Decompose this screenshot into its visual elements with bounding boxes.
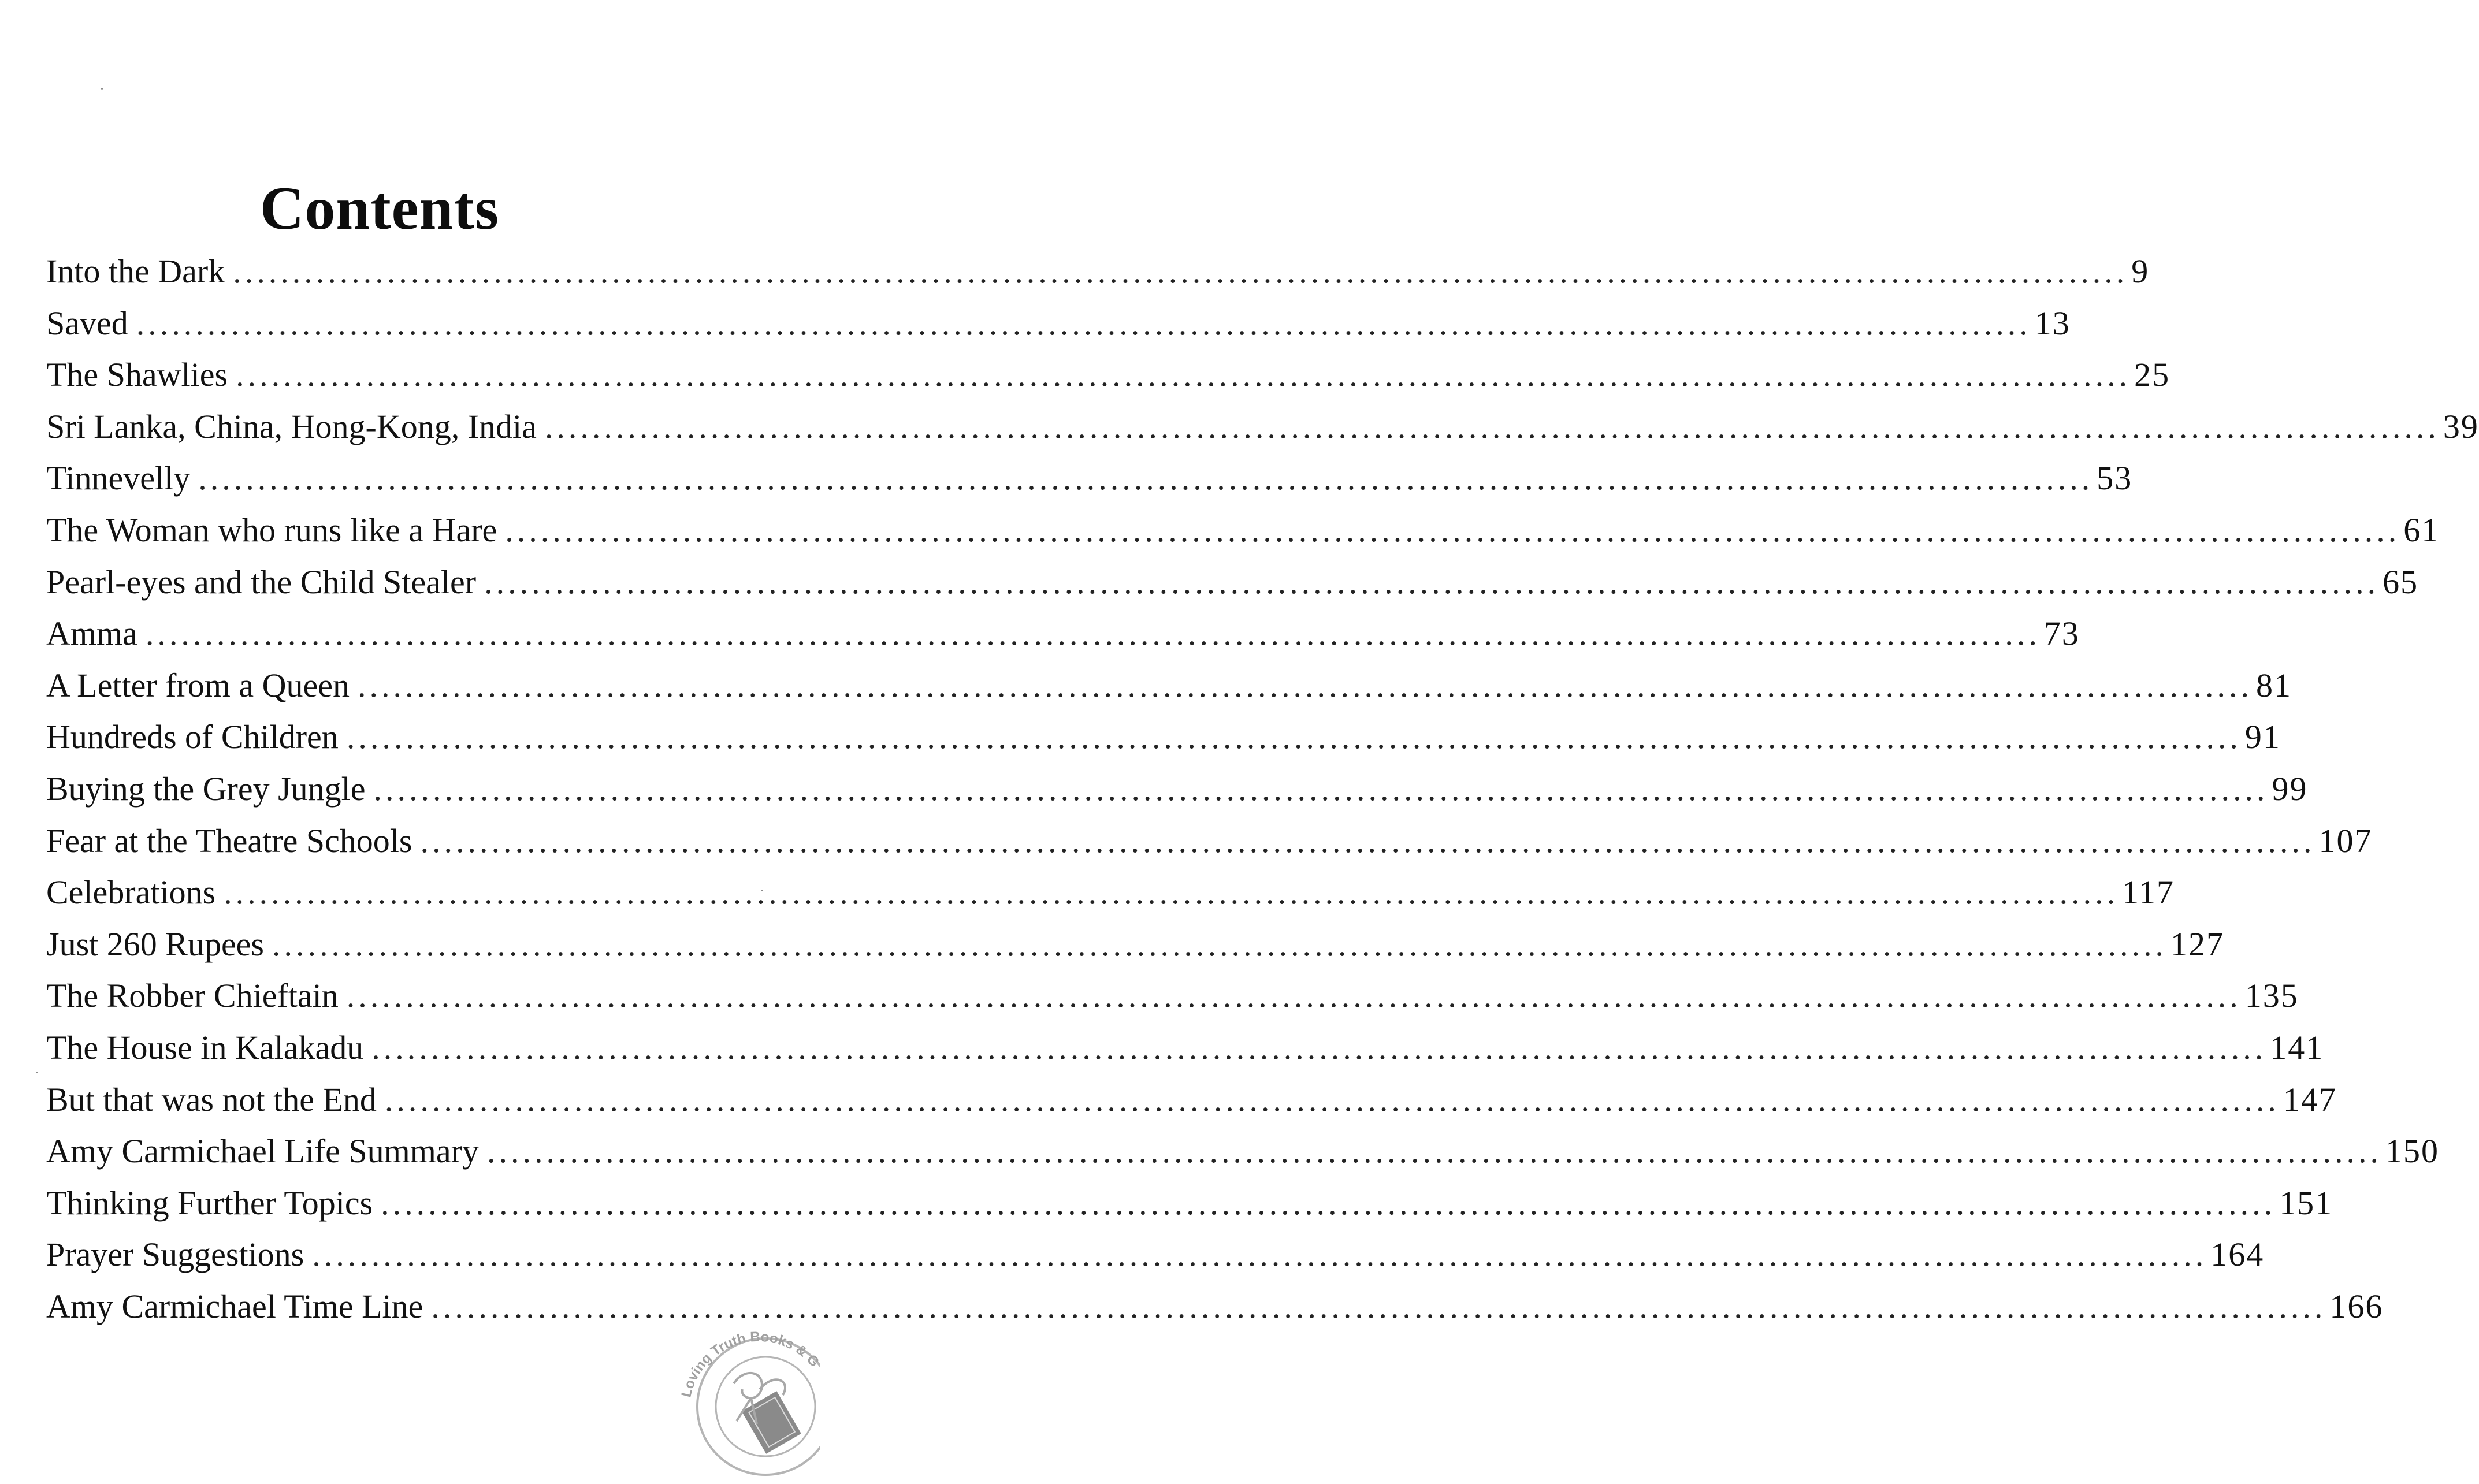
page-number: 107	[2318, 821, 2373, 860]
page-number: 39	[2443, 407, 2479, 445]
toc-entry	[46, 504, 2440, 556]
chapter-title: Sri Lanka, China, Hong-Kong, India	[46, 407, 537, 445]
page-number: 25	[2134, 356, 2170, 394]
chapter-title: Buying the Grey Jungle	[46, 769, 366, 808]
toc-entry	[46, 763, 2308, 815]
page-number: 164	[2210, 1236, 2265, 1274]
page-number: 141	[2270, 1028, 2324, 1066]
toc-entry	[46, 1229, 2265, 1281]
page-number: 53	[2097, 459, 2133, 497]
toc-entry	[46, 1125, 2439, 1177]
toc-entry	[46, 608, 2080, 660]
chapter-title: Saved	[46, 304, 128, 342]
page-number: 127	[2170, 925, 2224, 963]
chapter-title: But that was not the End	[46, 1080, 377, 1118]
page-number: 13	[2034, 304, 2071, 342]
watermark-text: Loving Truth Books & G	[678, 1329, 820, 1399]
chapter-title: Celebrations	[46, 873, 216, 912]
dot-leader	[236, 349, 2131, 401]
chapter-title: Prayer Suggestions	[46, 1236, 304, 1274]
toc-entry	[46, 1022, 2324, 1074]
page-number: 65	[2383, 563, 2419, 601]
chapter-title: The Woman who runs like a Hare	[46, 511, 497, 549]
paper-speck	[101, 88, 103, 90]
chapter-title: Pearl-eyes and the Child Stealer	[46, 563, 477, 601]
watermark-seal	[664, 1297, 820, 1482]
dot-leader	[385, 1074, 2280, 1126]
dot-leader	[233, 246, 2128, 297]
dot-leader	[146, 608, 2041, 660]
page-number: 147	[2283, 1080, 2337, 1118]
gift-bible-icon	[734, 1373, 801, 1454]
dot-leader	[421, 815, 2316, 867]
chapter-title: Thinking Further Topics	[46, 1184, 373, 1222]
chapter-title: Fear at the Theatre Schools	[46, 821, 412, 860]
dot-leader	[347, 970, 2242, 1022]
toc-entry	[46, 815, 2373, 867]
toc-entry	[46, 1074, 2337, 1126]
dot-leader	[487, 1125, 2382, 1177]
toc-entry	[46, 452, 2133, 504]
chapter-title: Tinnevelly	[46, 459, 191, 497]
toc-entry	[46, 1281, 2384, 1333]
chapter-title: The Shawlies	[46, 356, 228, 394]
dot-leader	[371, 1022, 2266, 1074]
toc-entry	[46, 866, 2175, 918]
dot-leader	[312, 1229, 2207, 1281]
page-number: 81	[2256, 666, 2292, 704]
page-number: 117	[2122, 873, 2175, 912]
dot-leader	[381, 1177, 2276, 1229]
chapter-title: The House in Kalakadu	[46, 1028, 364, 1066]
toc-entry	[46, 297, 2071, 349]
dot-leader	[198, 452, 2093, 504]
page-number: 150	[2385, 1132, 2439, 1170]
toc-entry	[46, 711, 2281, 763]
dot-leader	[224, 866, 2119, 918]
toc-entry	[46, 246, 2150, 297]
chapter-title: Just 260 Rupees	[46, 925, 264, 963]
chapter-title: Amy Carmichael Time Line	[46, 1287, 423, 1325]
dot-leader	[136, 297, 2031, 349]
toc-entry	[46, 660, 2292, 712]
dot-leader	[358, 660, 2253, 712]
toc-entry	[46, 556, 2419, 608]
chapter-title: Into the Dark	[46, 252, 225, 290]
page-number: 151	[2279, 1184, 2333, 1222]
dot-leader	[272, 918, 2167, 970]
toc-entry	[46, 1177, 2333, 1229]
dot-leader	[505, 504, 2400, 556]
page-number: 166	[2329, 1287, 2384, 1325]
watermark-stamp	[664, 1297, 820, 1482]
page-number: 73	[2043, 615, 2080, 653]
toc-entry	[46, 349, 2170, 401]
dot-leader	[484, 556, 2379, 608]
chapter-title: Hundreds of Children	[46, 718, 339, 756]
page-number: 9	[2131, 252, 2150, 290]
toc-entry	[46, 970, 2299, 1022]
chapter-title: The Robber Chieftain	[46, 977, 339, 1015]
dot-leader	[545, 401, 2440, 453]
page-title: Contents	[259, 174, 500, 243]
dot-leader	[347, 711, 2242, 763]
page-number: 135	[2244, 977, 2299, 1015]
dot-leader	[374, 763, 2269, 815]
table-of-contents	[46, 246, 2479, 1332]
page-number: 61	[2403, 511, 2440, 549]
chapter-title: Amma	[46, 615, 137, 653]
toc-entry	[46, 918, 2224, 970]
toc-entry	[46, 401, 2479, 453]
paper-speck	[36, 1072, 38, 1073]
page-number: 91	[2244, 718, 2281, 756]
chapter-title: A Letter from a Queen	[46, 666, 350, 704]
page-number: 99	[2272, 769, 2308, 808]
chapter-title: Amy Carmichael Life Summary	[46, 1132, 479, 1170]
